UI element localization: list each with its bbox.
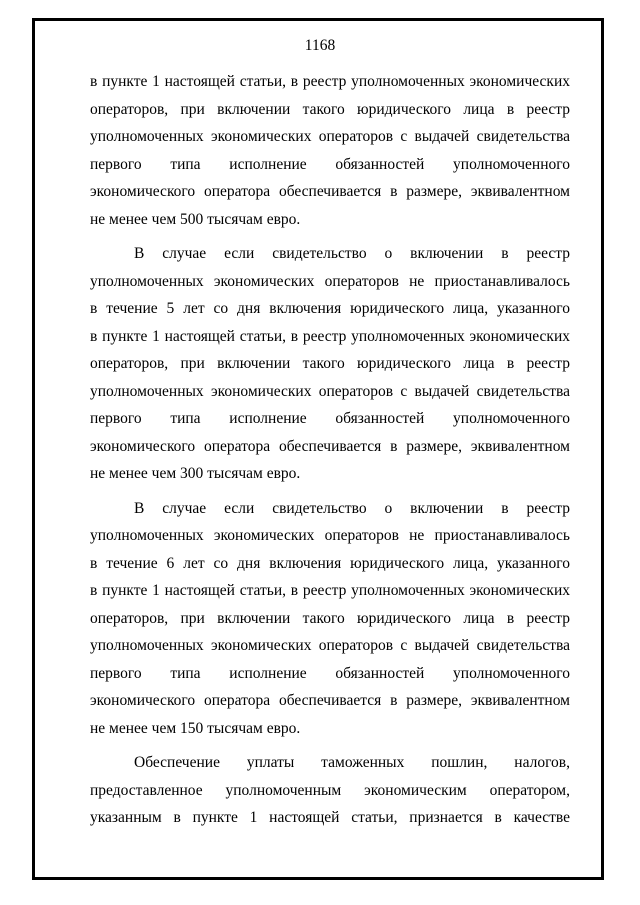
text-line: в течение 5 лет со дня включения юридического лица, указанного (90, 300, 570, 317)
page-number: 1168 (304, 37, 336, 54)
text-line: в пункте 1 настоящей статьи, в реестр уполномоченных экономических (90, 327, 570, 345)
text-line: уполномоченных экономических операторов с выдачей свидетельства (90, 637, 570, 654)
paragraph (90, 495, 570, 743)
text-line: в пункте 1 настоящей статьи, в реестр уполномоченных экономических (90, 73, 570, 90)
text-line: уполномоченных экономических операторов с выдачей свидетельства (90, 128, 570, 145)
paragraph (90, 68, 570, 233)
text-line: первого типа исполнение обязанностей уполномоченного (90, 664, 570, 682)
text-line: не менее чем 300 тысячам евро. (90, 465, 301, 482)
text-line: уполномоченных экономических операторов с выдачей свидетельства (90, 382, 570, 400)
text-line: указанным в пункте 1 настоящей статьи, признается в качестве (90, 809, 570, 826)
text-line: операторов, при включении такого юридического лица в реестр (90, 100, 570, 118)
text-line: не менее чем 150 тысячам евро. (90, 719, 301, 737)
paragraph (90, 749, 570, 832)
text-line: в течение 6 лет со дня включения юридического лица, указанного (90, 554, 570, 572)
text-line: уполномоченных экономических операторов не приостанавливалось (90, 272, 570, 290)
text-line: экономического оператора обеспечивается в размере, эквивалентном (90, 692, 570, 709)
text-line: экономического оператора обеспечивается в размере, эквивалентном (90, 437, 570, 455)
text-line: не менее чем 500 тысячам евро. (90, 210, 301, 228)
text-line: Обеспечение уплаты таможенных пошлин, налогов, (134, 754, 570, 771)
text-line: операторов, при включении такого юридического лица в реестр (90, 609, 570, 627)
text-line: первого типа исполнение обязанностей уполномоченного (90, 410, 570, 427)
text-line: предоставленное уполномоченным экономическим оператором, (90, 781, 570, 799)
text-line: операторов, при включении такого юридического лица в реестр (90, 355, 570, 372)
text-line: экономического оператора обеспечивается в размере, эквивалентном (90, 183, 570, 200)
text-line: В случае если свидетельство о включении в реестр (134, 245, 570, 262)
text-line: уполномоченных экономических операторов не приостанавливалось (90, 527, 570, 544)
paragraph (90, 240, 570, 488)
text-line: первого типа исполнение обязанностей уполномоченного (90, 155, 570, 173)
text-line: В случае если свидетельство о включении в реестр (134, 499, 570, 517)
text-line: в пункте 1 настоящей статьи, в реестр уполномоченных экономических (90, 582, 570, 599)
document-body (90, 68, 570, 832)
